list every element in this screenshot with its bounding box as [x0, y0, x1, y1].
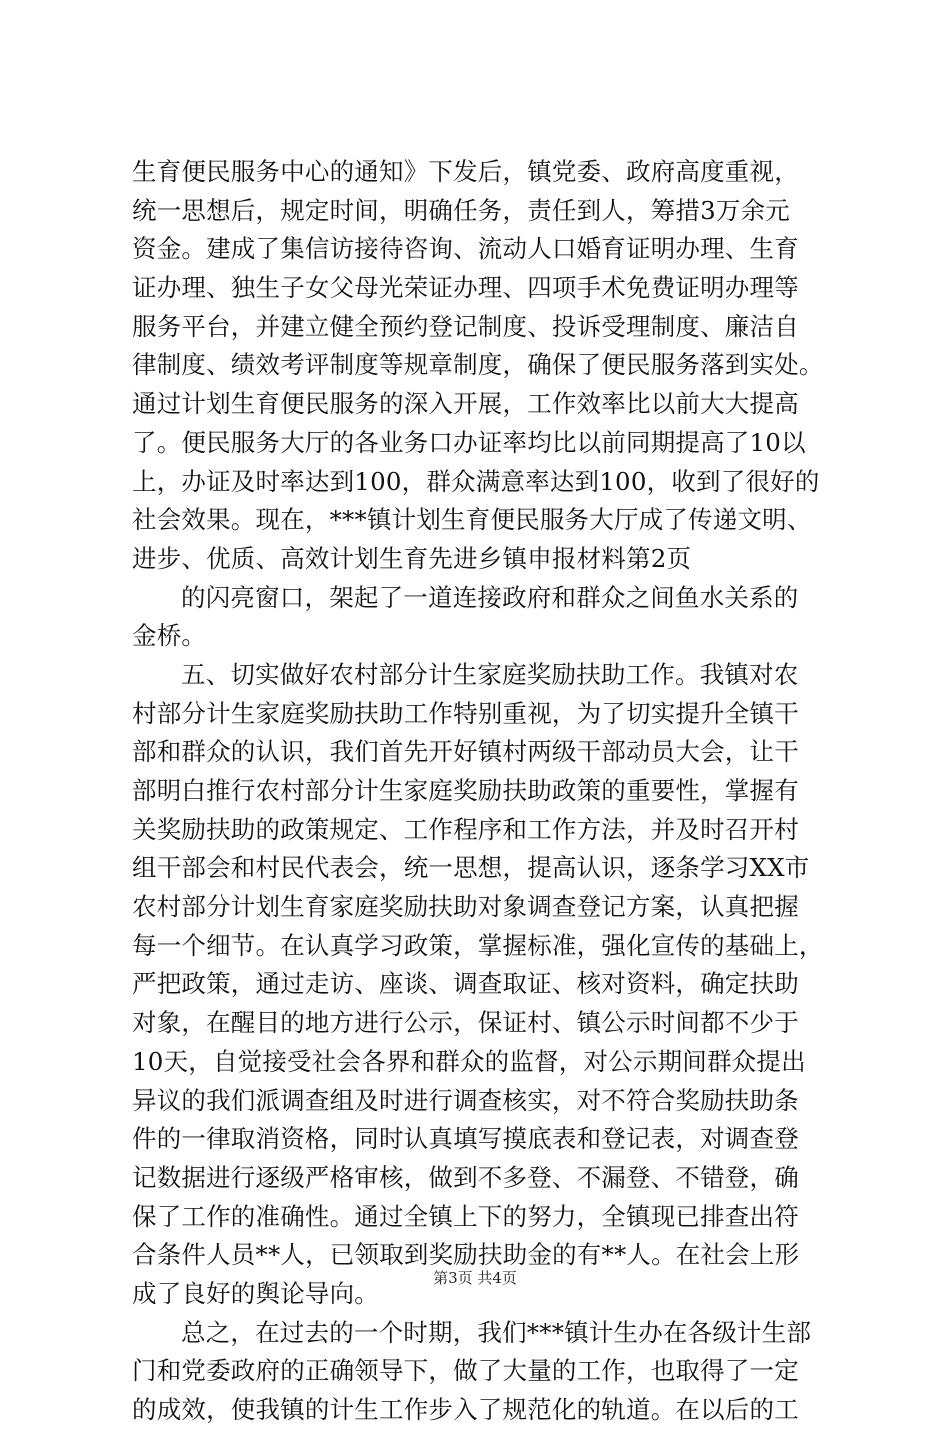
- text-line: 统一思想后，规定时间，明确任务，责任到人，筹措3万余元: [132, 195, 790, 225]
- text-line: 农村部分计划生育家庭奖励扶助对象调查登记方案，认真把握: [132, 892, 799, 922]
- section-five-heading-line: 五、切实做好农村部分计生家庭奖励扶助工作。我镇对农: [181, 659, 799, 689]
- text-line: 组干部会和村民代表会，统一思想，提高认识，逐条学习XX市: [132, 853, 810, 883]
- text-line: 的成效，使我镇的计生工作步入了规范化的轨道。在以后的工: [132, 1395, 799, 1424]
- text-line: 10天，自觉接受社会各界和群众的监督，对公示期间群众提出: [132, 1046, 806, 1076]
- document-body: [132, 153, 832, 1430]
- text-line: 上，办证及时率达到100，群众满意率达到100，收到了很好的: [132, 466, 820, 496]
- text-line: 部和群众的认识，我们首先开好镇村两级干部动员大会，让干: [132, 737, 799, 767]
- text-line: 社会效果。现在，***镇计划生育便民服务大厅成了传递文明、: [132, 505, 812, 535]
- text-line: 关奖励扶助的政策规定、工作程序和工作方法，并及时召开村: [132, 814, 799, 844]
- text-line: 通过计划生育便民服务的深入开展，工作效率比以前大大提高: [132, 389, 799, 419]
- text-line: 每一个细节。在认真学习政策，掌握标准，强化宣传的基础上，: [132, 930, 824, 960]
- text-line: 部明白推行农村部分计生家庭奖励扶助政策的重要性，掌握有: [132, 776, 799, 805]
- text-line: 进步、优质、高效计划生育先进乡镇申报材料第2页: [132, 543, 692, 573]
- text-line: 了。便民服务大厅的各业务口办证率均比以前同期提高了10以: [132, 427, 806, 457]
- text-line: 资金。建成了集信访接待咨询、流动人口婚育证明办理、生育: [132, 234, 799, 264]
- text-line: 金桥。: [132, 621, 207, 651]
- text-line: 保了工作的准确性。通过全镇上下的努力，全镇现已排查出符: [132, 1201, 799, 1231]
- text-line: 异议的我们派调查组及时进行调查核实，对不符合奖励扶助条: [132, 1085, 799, 1115]
- text-line: 件的一律取消资格，同时认真填写摸底表和登记表，对调查登: [132, 1124, 799, 1154]
- text-line: 律制度、绩效考评制度等规章制度，确保了便民服务落到实处。: [132, 350, 824, 380]
- text-line: 服务平台，并建立健全预约登记制度、投诉受理制度、廉洁自: [132, 311, 799, 341]
- text-line: 证办理、独生子女父母光荣证办理、四项手术免费证明办理等: [132, 273, 799, 303]
- page-number-footer: 第3页 共4页: [433, 1269, 517, 1287]
- conclusion-paragraph-line: 总之，在过去的一个时期，我们***镇计生办在各级计生部: [181, 1317, 812, 1347]
- text-line: 对象，在醒目的地方进行公示，保证村、镇公示时间都不少于: [132, 1008, 799, 1038]
- text-line: 门和党委政府的正确领导下，做了大量的工作，也取得了一定: [132, 1356, 799, 1386]
- text-line: 成了良好的舆论导向。: [132, 1278, 379, 1308]
- text-line: 村部分计生家庭奖励扶助工作特别重视，为了切实提升全镇干: [132, 698, 799, 728]
- text-line: 严把政策，通过走访、座谈、调查取证、核对资料，确定扶助: [132, 969, 799, 999]
- text-line: 生育便民服务中心的通知》下发后，镇党委、政府高度重视，: [132, 157, 799, 186]
- text-line: 合条件人员**人，已领取到奖励扶助金的有**人。在社会上形: [132, 1240, 800, 1270]
- text-line: 记数据进行逐级严格审核，做到不多登、不漏登、不错登，确: [132, 1162, 799, 1192]
- text-line: 的闪亮窗口，架起了一道连接政府和群众之间鱼水关系的: [181, 582, 799, 612]
